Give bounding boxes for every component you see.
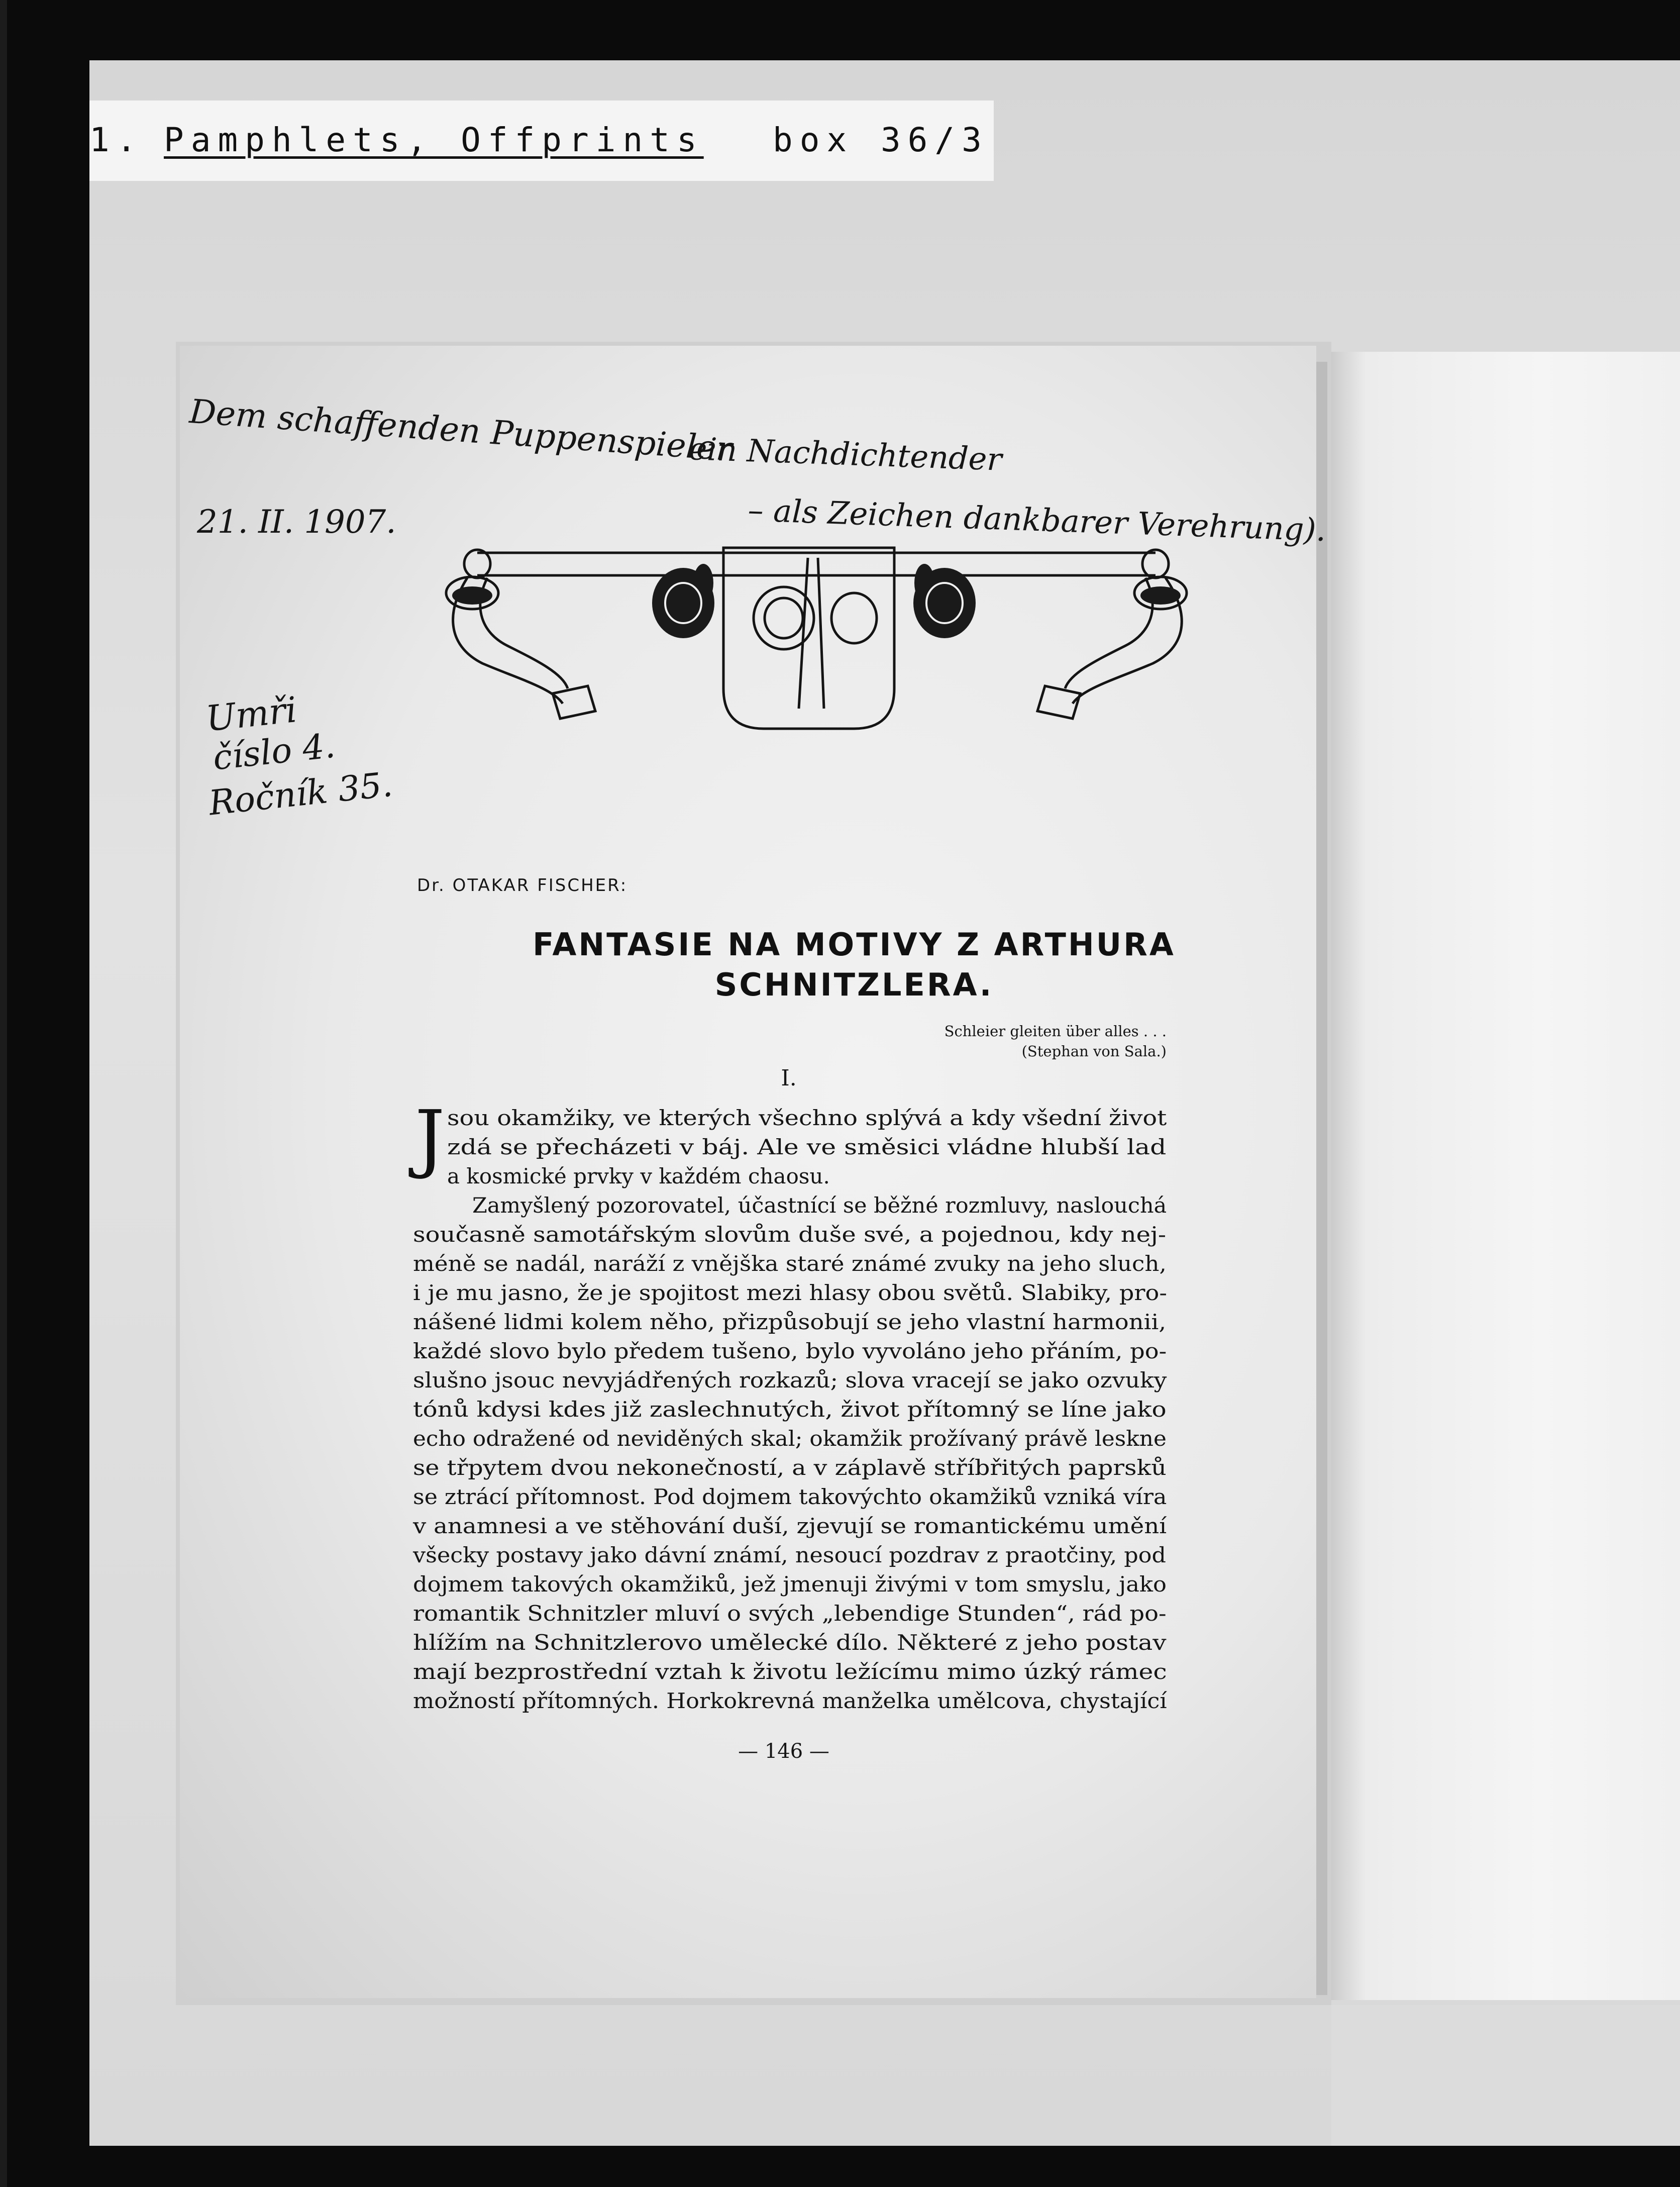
- handwritten-dedication-line-3: – als Zeichen dankbarer Verehrung).: [747, 491, 1327, 549]
- body-line: zdá se přecházeti v báj. Ale ve směsici vládne hlubší lad: [447, 1135, 1167, 1159]
- mount-card-bottom: [1331, 2005, 1680, 2146]
- body-line: nášené lidmi kolem něho, přizpůsobují se jeho vlastní harmonii,: [413, 1310, 1167, 1334]
- epigraph: [794, 1021, 1167, 1061]
- body-line: všecky postavy jako dávní známí, nesoucí pozdrav z praotčiny, pod: [413, 1543, 1167, 1567]
- handwritten-dedication-line-1: Dem schaffenden Puppenspieler: [188, 392, 733, 469]
- body-line: dojmem takových okamžiků, jež jmenuji živými v tom smyslu, jako: [413, 1572, 1167, 1597]
- drop-cap: J: [415, 1095, 445, 1181]
- article-title-line-1: FANTASIE NA MOTIVY Z ARTHURA: [533, 926, 1176, 963]
- header-box-number: box 36/3: [773, 121, 989, 159]
- article-title: [387, 925, 1321, 1005]
- header-index: 1.: [89, 121, 144, 159]
- article-title-line-2: SCHNITZLERA.: [714, 966, 994, 1003]
- body-line: v anamnesi a ve stěhování duší, zjevují se romantickému umění: [413, 1514, 1167, 1538]
- handwritten-dedication-line-2: ein Nachdichtender: [688, 430, 1003, 478]
- body-line: romantik Schnitzler mluví o svých „lebendige Stunden“, rád po-: [413, 1601, 1167, 1626]
- handwritten-note-line-3: Ročník 35.: [207, 764, 394, 824]
- body-line: současně samotářským slovům duše své, a pojednou, kdy nej-: [413, 1222, 1167, 1247]
- body-line: i je mu jasno, že je spojitost mezi hlasy obou světů. Slabiky, pro-: [413, 1280, 1167, 1305]
- body-line: slušno jsouc nevyjádřených rozkazů; slova vracejí se jako ozvuky: [413, 1368, 1167, 1393]
- art-nouveau-ornament: [442, 528, 1196, 739]
- body-line: každé slovo bylo předem tušeno, bylo vyvoláno jeho přáním, po-: [413, 1339, 1167, 1363]
- page-number: — 146 —: [738, 1740, 829, 1763]
- body-line: se ztrácí přítomnost. Pod dojmem takovýchto okamžiků vzniká víra: [413, 1484, 1167, 1509]
- article-author: Dr. OTAKAR FISCHER:: [417, 875, 628, 896]
- body-line: a kosmické prvky v každém chaosu.: [447, 1164, 830, 1188]
- handwritten-note-line-1: Umři: [204, 689, 299, 740]
- body-line: hlížím na Schnitzlerovo umělecké dílo. Některé z jeho postav: [413, 1630, 1167, 1655]
- scan-left-edge: [0, 0, 7, 2187]
- body-line: mají bezprostřední vztah k životu ležícímu mimo úzký rámec: [413, 1659, 1167, 1684]
- body-line: Zamyšlený pozorovatel, účastnící se běžné rozmluvy, naslouchá: [472, 1193, 1167, 1218]
- page-gutter: [1316, 362, 1327, 1995]
- body-line: možností přítomných. Horkokrevná manželka umělcova, chystající: [413, 1688, 1167, 1713]
- body-line: se třpytem dvou nekonečností, a v záplavě stříbřitých paprsků: [413, 1455, 1167, 1480]
- handwritten-note-line-2: číslo 4.: [211, 726, 337, 778]
- body-line: sou okamžiky, ve kterých všechno splývá a kdy všední život: [447, 1106, 1167, 1130]
- body-line: echo odražené od neviděných skal; okamžik prožívaný právě leskne: [413, 1426, 1167, 1451]
- epigraph-quote: Schleier gleiten über alles . . .: [944, 1023, 1167, 1040]
- section-number: I.: [781, 1065, 797, 1091]
- archive-header-label: [89, 101, 994, 181]
- epigraph-attribution: (Stephan von Sala.): [1021, 1043, 1167, 1060]
- body-line: méně se nadál, naráží z vnějška staré známé zvuky na jeho sluch,: [413, 1251, 1167, 1276]
- handwritten-date: 21. II. 1907.: [197, 504, 396, 541]
- body-line: tónů kdysi kdes již zaslechnutých, život přítomný se líne jako: [413, 1397, 1167, 1422]
- facing-page: [1331, 352, 1680, 2000]
- header-title: Pamphlets, Offprints: [164, 121, 704, 159]
